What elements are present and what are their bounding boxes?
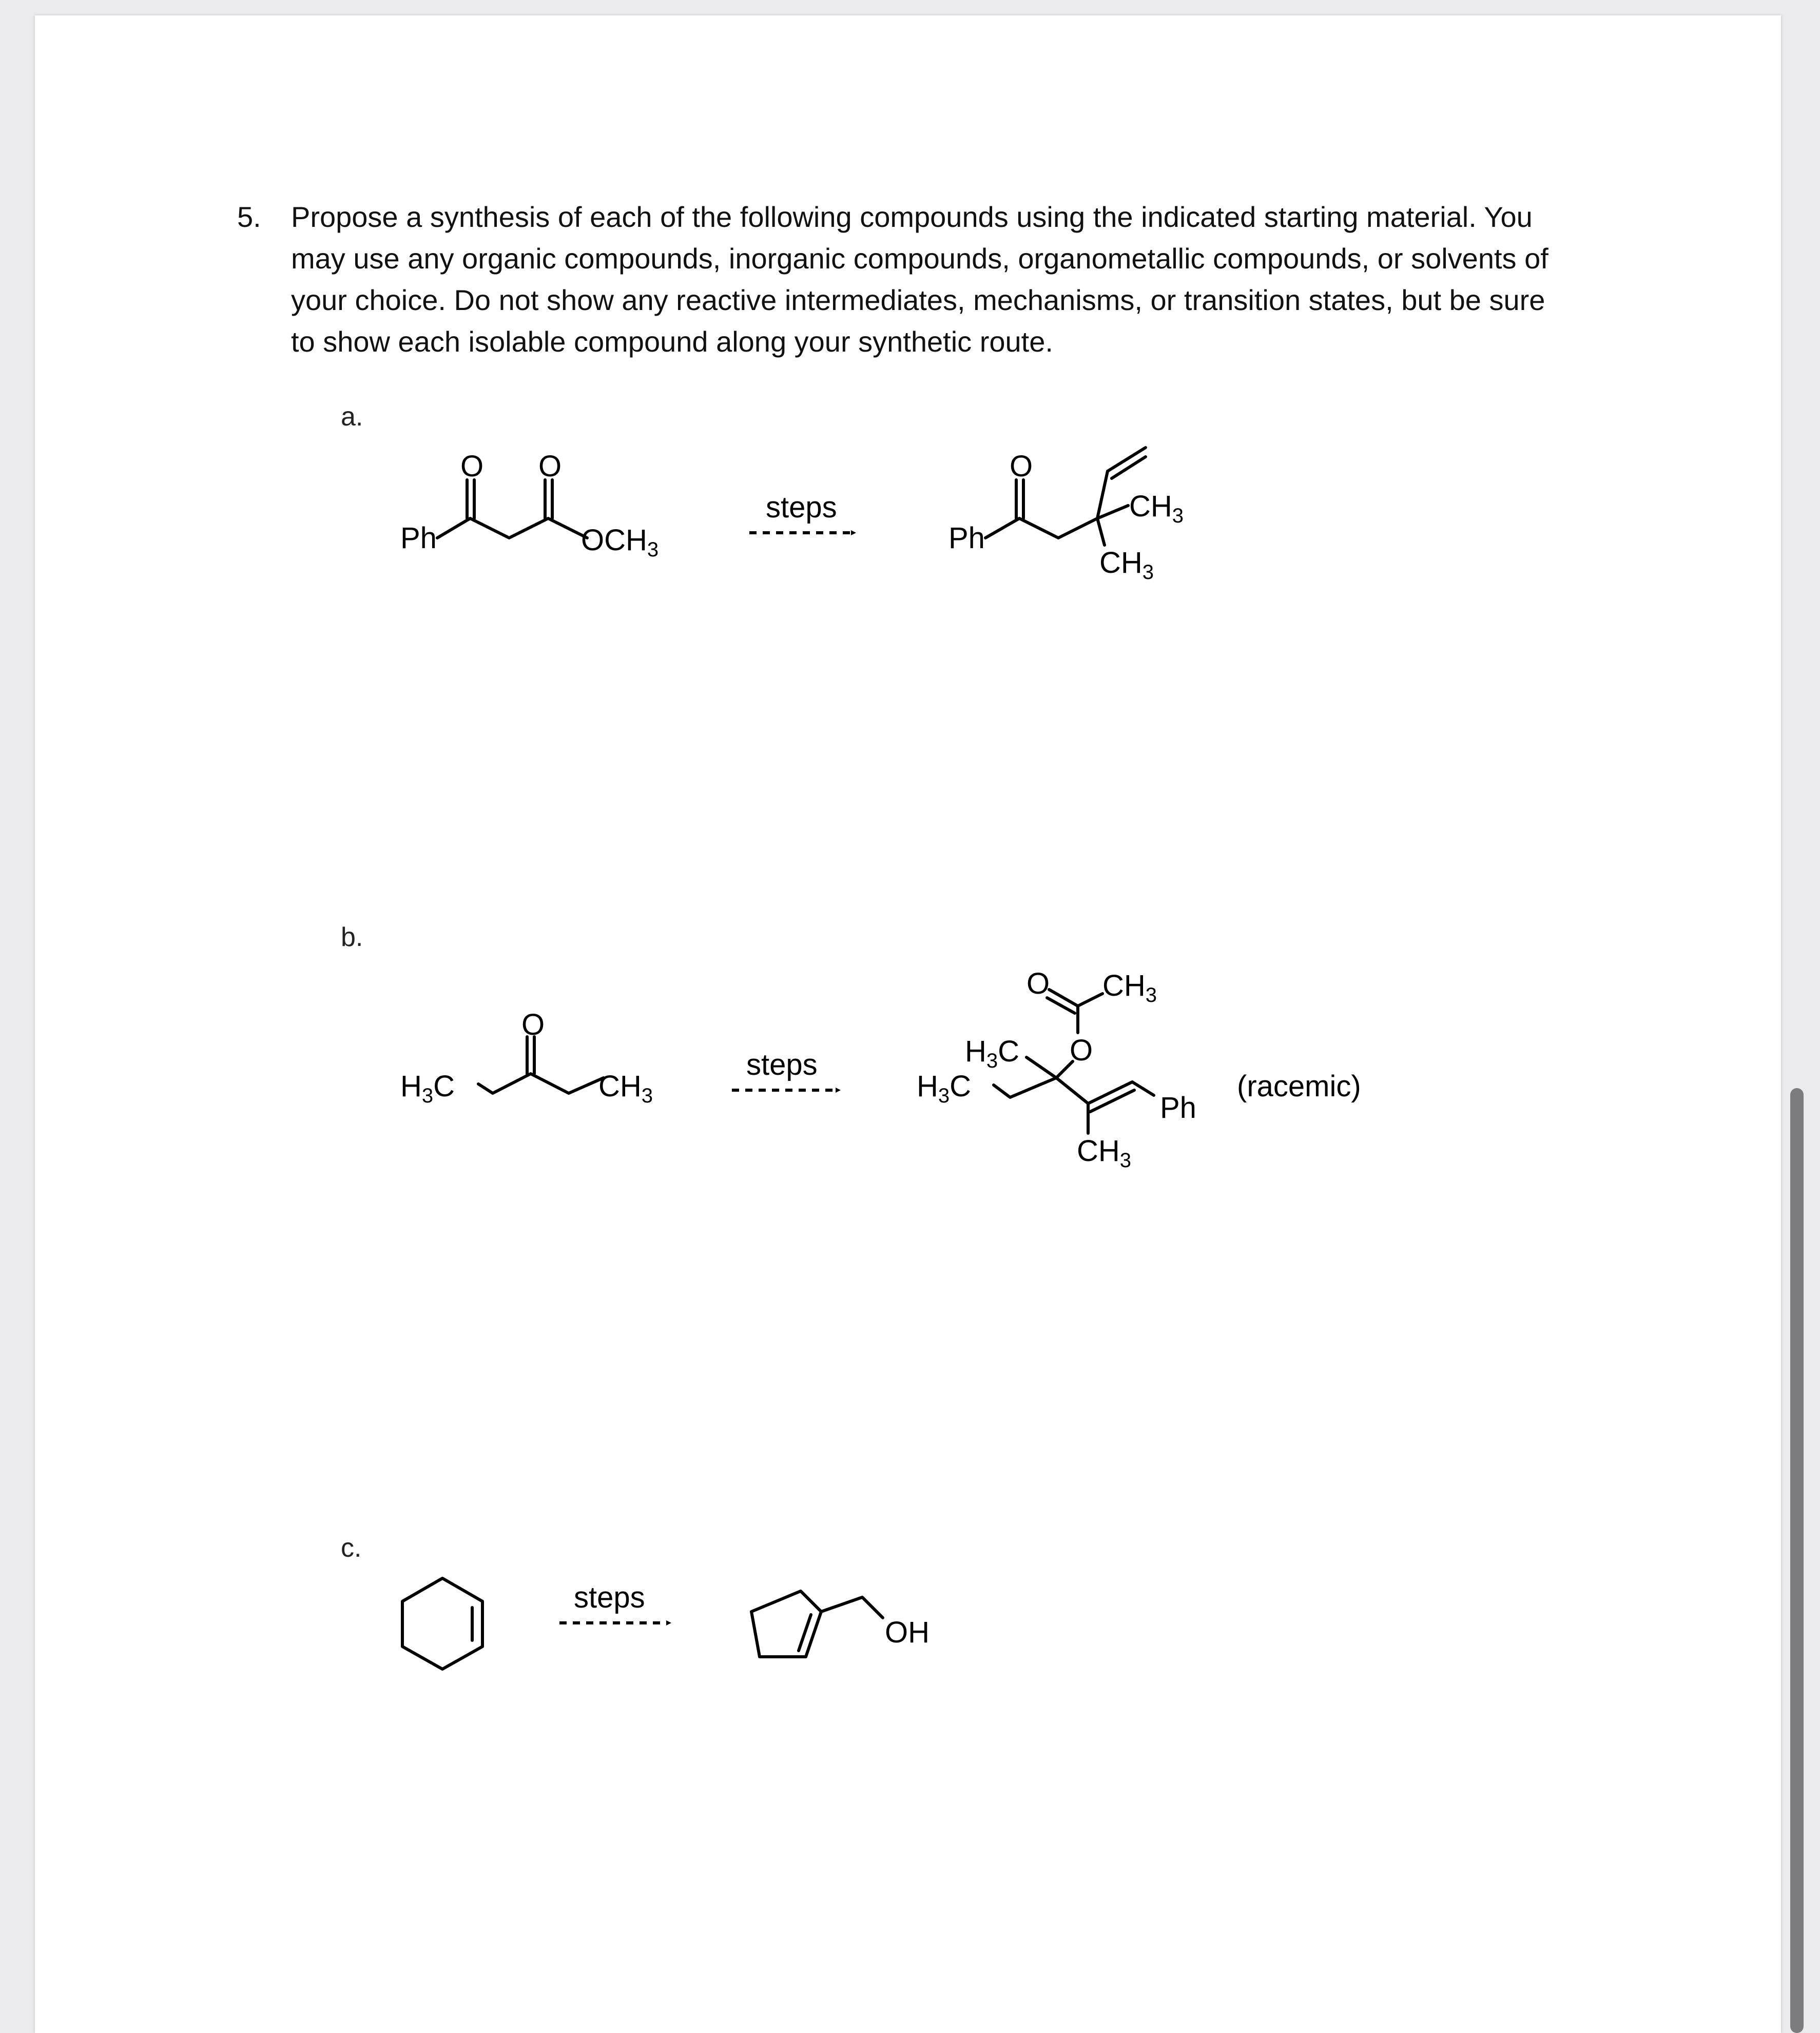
question-line-3: your choice. Do not show any reactive intermediates, mechanisms, or transition states, but be sure [291,284,1545,316]
methyl-bond [1027,1057,1056,1078]
methyl-label: $H_3C$ [965,1035,1020,1072]
phenyl-label: Ph [400,521,437,555]
part-a-product [948,448,1184,584]
part-a-label: a. [341,402,363,432]
question-line-1: Propose a synthesis of each of the following compounds using the indicated starting material. You [291,201,1533,233]
methyl-label: $H_3C$ [400,1070,455,1107]
methyl-label: $CH_3$ [1099,546,1154,584]
backbone-bond [985,518,1097,538]
question-line-4: to show each isolable compound along your synthetic route. [291,325,1053,358]
cyclopentene-ring [751,1591,821,1657]
racemic-note: (racemic) [1237,1070,1361,1103]
part-c-starting-material [402,1578,482,1669]
hydroxyl-label: OH [885,1616,930,1649]
vinyl-bond [1112,457,1146,478]
methyl-label: $H_3C$ [917,1070,972,1107]
cyclohexene-ring [402,1578,482,1669]
methyl-label: $CH_3$ [1077,1134,1132,1172]
phenyl-label: Ph [948,521,985,555]
part-b-product [917,967,1196,1172]
question-number: 5. [237,201,261,233]
part-a-arrow [749,491,852,533]
methyl-bond [1097,506,1128,518]
oxygen-label: O [1027,967,1050,1000]
steps-label: steps [574,1581,645,1614]
steps-label: steps [766,491,837,524]
oxygen-label: O [1010,450,1033,483]
methoxy-label: $OCH_3$ [581,524,659,561]
part-a-starting-material [400,450,659,561]
oxygen-label: O [1070,1034,1093,1067]
hydroxymethyl-bond [821,1597,883,1618]
phenyl-bond [1132,1082,1154,1095]
phenyl-label: Ph [1160,1091,1196,1125]
methyl-bond [1078,994,1102,1006]
steps-label: steps [746,1048,818,1081]
methyl-label: $CH_3$ [598,1070,653,1107]
oxygen-label: O [538,450,562,483]
part-c-label: c. [341,1533,362,1563]
oxygen-label: O [460,450,484,483]
question-line-2: may use any organic compounds, inorganic compounds, organometallic compounds, or solvents of [291,242,1548,275]
ester-bond [1056,1061,1073,1078]
methyl-label: $CH_3$ [1129,490,1184,527]
vinyl-bond [1097,471,1108,518]
part-b-arrow [732,1048,837,1090]
part-c-product [751,1591,930,1657]
backbone-bond [478,1074,604,1093]
part-b-starting-material [400,1008,653,1107]
methyl-bond [1097,518,1105,545]
part-b-label: b. [341,922,363,952]
backbone-bond [994,1078,1056,1097]
part-c-arrow [559,1581,667,1623]
methyl-label: $CH_3$ [1102,969,1157,1006]
carbonyl-bond [1049,990,1078,1006]
backbone-bond [437,518,587,538]
oxygen-label: O [521,1008,545,1041]
alkene-bond [1056,1078,1088,1103]
